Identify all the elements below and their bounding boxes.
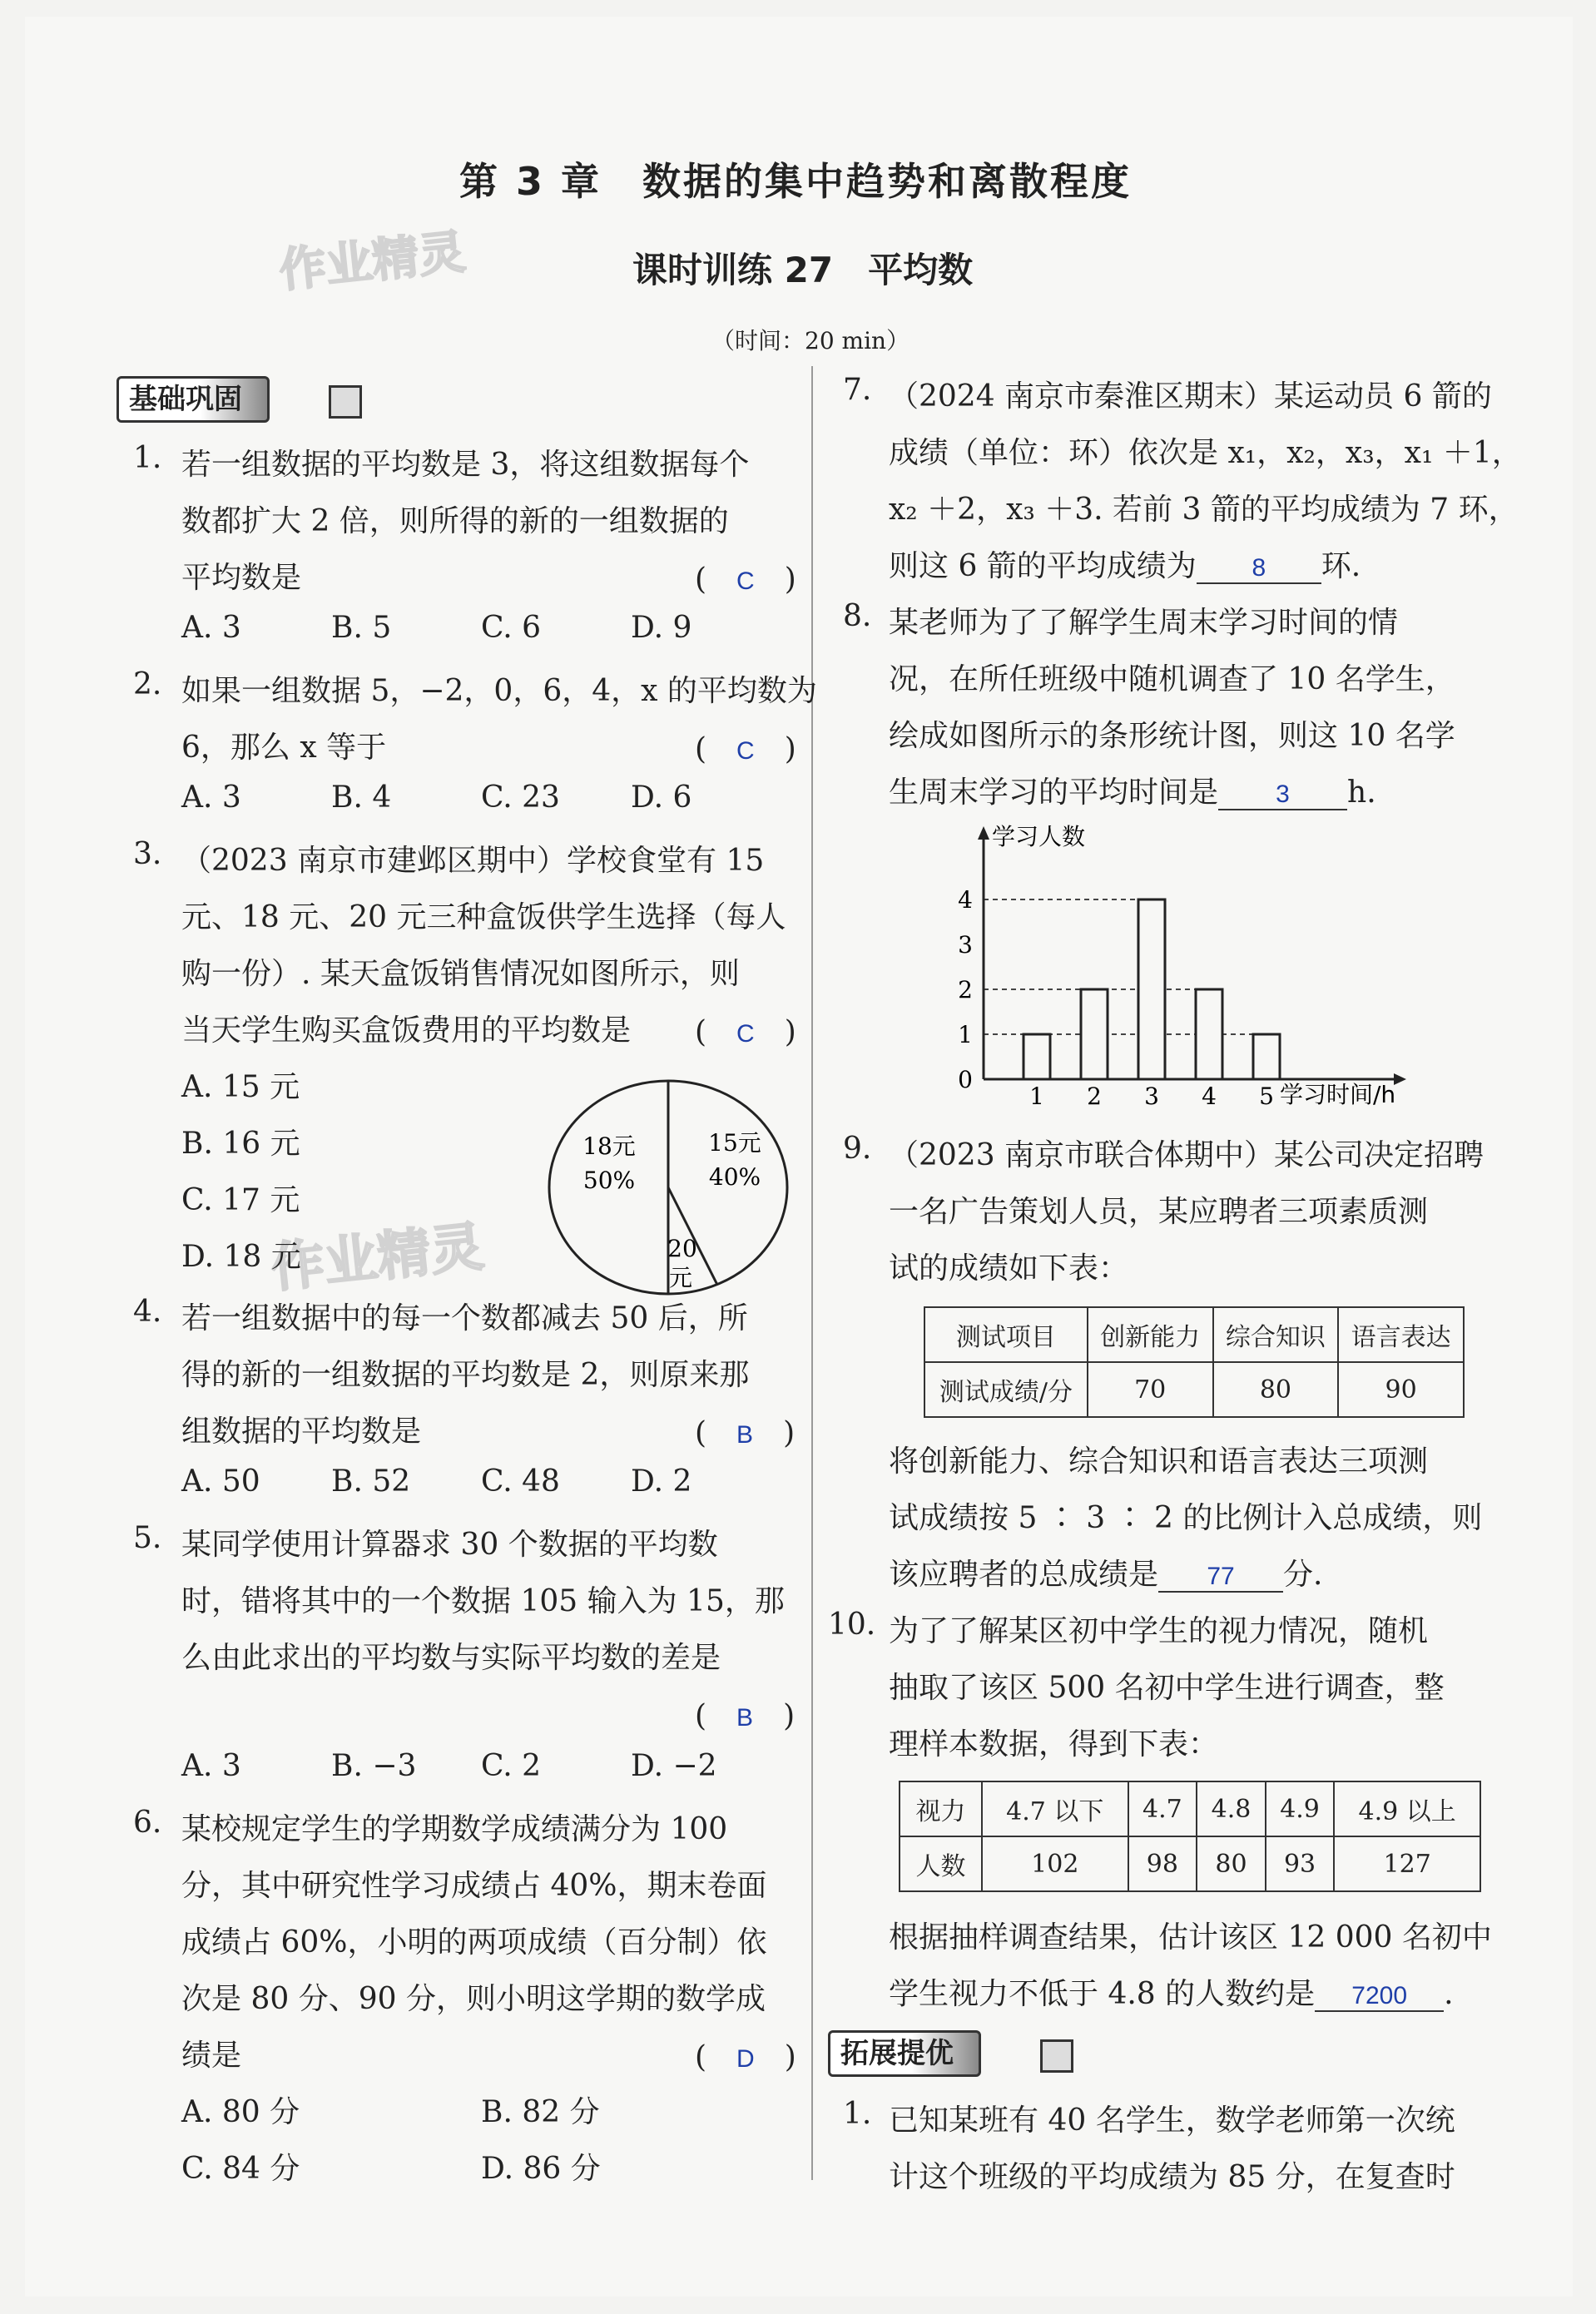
q2-option: C. 23 [481,780,560,815]
q4-option: B. 52 [331,1464,411,1499]
pie-pct-15: 40% [708,1163,761,1191]
q7-last-line [889,543,1361,585]
q8-blank: 3 [1218,780,1347,810]
pie-chart [545,1078,795,1302]
table-row [924,1307,1464,1362]
pie-pct-18: 50% [582,1167,636,1194]
q1-line: 数都扩大 2 倍，则所得的新的一组数据的 [181,504,729,538]
q6-option: A. 80 分 [181,2095,300,2129]
q8-line: 某老师为了了解学生周末学习时间的情 [889,606,1399,640]
q9-table [924,1306,1465,1418]
q6-line: 次是 80 分、90 分，则小明这学期的数学成 [181,1982,766,2016]
column-divider [811,366,813,2180]
table-cell: 93 [1266,1836,1335,1891]
q7-last-pre: 则这 6 箭的平均成绩为 [889,549,1197,583]
table-cell: 80 [1213,1362,1339,1417]
table-row [900,1836,1480,1891]
q5-number: 5. [133,1521,162,1555]
table-header: 4.7 [1128,1781,1197,1836]
q1-line: 若一组数据的平均数是 3，将这组数据每个 [181,448,750,482]
pie-label-20: 20 [667,1235,697,1262]
bar-chart [940,820,1440,1119]
table-cell: 70 [1088,1362,1213,1417]
q10-after-line: 根据抽样调查结果，估计该区 12 000 名初中 [889,1920,1492,1955]
watermark: 作业精灵 [268,1216,487,1301]
q10-line: 理样本数据，得到下表： [889,1727,1219,1762]
q8-last-pre: 生周末学习的平均时间是 [889,775,1219,810]
q6-line: 成绩占 60%，小明的两项成绩（百分制）依 [181,1925,767,1960]
q3-line: 当天学生购买盒饭费用的平均数是 [181,1013,632,1048]
y-tick-label: 1 [958,1021,973,1048]
q6-option: C. 84 分 [181,2152,300,2186]
q9-line: 试的成绩如下表： [889,1251,1129,1286]
x-axis-arrow-icon [1394,1073,1406,1085]
arrow-icon [329,385,362,419]
q9-after-line: 试成绩按 5 ∶ 3 ∶ 2 的比例计入总成绩，则 [889,1501,1483,1535]
pie-label-15: 15元 [708,1129,761,1157]
q6-answer: ( D ) [695,2040,796,2074]
q6-option: D. 86 分 [481,2152,601,2186]
y-tick-label: 0 [958,1066,973,1093]
q10-last-pre: 学生视力不低于 4.8 的人数约是 [889,1977,1316,2011]
q2-option: A. 3 [181,780,241,815]
q2-answer: ( C ) [695,732,796,766]
q7-line: 成绩（单位：环）依次是 x₁，x₂，x₃，x₁ ＋1， [889,436,1522,470]
q2-line: 6，那么 x 等于 [181,731,387,765]
q6-number: 6. [133,1806,162,1840]
q5-option: A. 3 [181,1749,241,1783]
q7-line: x₂ ＋2，x₃ ＋3. 若前 3 箭的平均成绩为 7 环， [889,493,1519,527]
q1-option: B. 5 [331,611,392,645]
q4-line: 若一组数据中的每一个数都减去 50 后，所 [181,1301,748,1335]
q5-answer: ( B ) [695,1699,796,1733]
q9-last-pre: 该应聘者的总成绩是 [889,1558,1159,1592]
q4-answer-value: B [736,1421,754,1449]
table-header: 4.9 [1266,1781,1335,1836]
y-tick-label: 2 [958,976,973,1003]
x-tick-label: 4 [1202,1083,1217,1110]
q3-option: C. 17 元 [181,1183,300,1217]
q9-last-post: 分. [1283,1558,1323,1592]
bar [1081,989,1108,1079]
table-cell: 98 [1128,1836,1197,1891]
q5-option: D. −2 [631,1749,717,1783]
q4-answer: ( B ) [695,1416,796,1450]
q10-line: 抽取了该区 500 名初中学生进行调查，整 [889,1671,1445,1705]
arrow-icon [1040,2039,1073,2073]
x-tick-label: 1 [1029,1083,1044,1110]
bar [1138,899,1165,1079]
q5-line: 时，错将其中的一个数据 105 输入为 15，那 [181,1584,785,1618]
q4-number: 4. [133,1295,162,1329]
q2-number: 2. [133,667,162,701]
lesson-title: 课时训练 27 平均数 [632,250,974,290]
x-axis-label: 学习时间/h [1280,1081,1396,1108]
q1-answer-value: C [736,567,755,595]
q7-last-post: 环. [1321,549,1361,583]
q1-option: D. 9 [631,611,692,645]
q5-line: 某同学使用计算器求 30 个数据的平均数 [181,1528,718,1562]
q4-option: A. 50 [181,1464,260,1499]
q3-option: A. 15 元 [181,1070,300,1104]
bar [1024,1034,1050,1079]
q9-last-line [889,1551,1322,1593]
q1-option: C. 6 [481,611,542,645]
q2-line: 如果一组数据 5，−2，0，6，4，x 的平均数为 [181,674,817,708]
table-row [900,1781,1480,1836]
table-header: 4.8 [1197,1781,1266,1836]
y-tick-label: 4 [958,886,973,914]
q3-option: B. 16 元 [181,1127,300,1161]
q10-last-line [889,1970,1454,2013]
q7-blank: 8 [1197,554,1321,584]
q10-line: 为了了解某区初中学生的视力情况，随机 [889,1614,1429,1648]
q4-option: D. 2 [631,1464,692,1499]
q8-number: 8. [843,599,872,633]
q6-line: 某校规定学生的学期数学成绩满分为 100 [181,1812,728,1846]
q6-line: 绩是 [181,2039,242,2073]
q3-line: 元、18 元、20 元三种盒饭供学生选择（每人 [181,900,786,934]
table-row [924,1362,1464,1417]
table-header: 测试项目 [924,1307,1088,1362]
q1-number: 1. [133,441,162,475]
q9-number: 9. [843,1132,872,1166]
time-note: （时间：20 min） [711,327,910,354]
q6-option: B. 82 分 [481,2095,600,2129]
table-header: 4.7 以下 [982,1781,1128,1836]
q4-line: 得的新的一组数据的平均数是 2，则原来那 [181,1358,750,1392]
table-header: 视力 [900,1781,982,1836]
e1-line: 计这个班级的平均成绩为 85 分，在复查时 [889,2160,1455,2194]
q10-table [899,1781,1481,1892]
x-tick-label: 3 [1144,1083,1159,1110]
q3-option: D. 18 元 [181,1240,301,1274]
q9-after-line: 将创新能力、综合知识和语言表达三项测 [889,1444,1429,1479]
q2-option: D. 6 [631,780,692,815]
table-cell: 测试成绩/分 [924,1362,1088,1417]
q8-line: 绘成如图所示的条形统计图，则这 10 名学 [889,719,1455,753]
table-cell: 102 [982,1836,1128,1891]
q10-last-post: . [1444,1977,1454,2011]
table-header: 语言表达 [1338,1307,1464,1362]
table-cell: 127 [1334,1836,1480,1891]
bar [1253,1034,1280,1079]
q9-line: （2023 南京市联合体期中）某公司决定招聘 [889,1138,1484,1172]
q3-answer-value: C [736,1020,755,1048]
q3-number: 3. [133,837,162,871]
x-tick-label: 5 [1259,1083,1274,1110]
q9-line: 一名广告策划人员，某应聘者三项素质测 [889,1195,1429,1229]
e1-line: 已知某班有 40 名学生，数学老师第一次统 [889,2103,1455,2138]
q8-last-line [889,769,1376,811]
section-extend: 拓展提优 [828,2030,981,2077]
q7-line: （2024 南京市秦淮区期末）某运动员 6 箭的 [889,379,1492,414]
table-header: 综合知识 [1213,1307,1339,1362]
q5-answer-value: B [736,1704,754,1732]
chapter-title: 第 3 章 数据的集中趋势和离散程度 [459,159,1133,204]
q7-number: 7. [843,373,872,407]
q8-line: 况，在所任班级中随机调查了 10 名学生， [889,662,1455,696]
q5-line: 么由此求出的平均数与实际平均数的差是 [181,1641,721,1675]
q5-option: B. −3 [331,1749,417,1783]
q9-blank: 77 [1158,1563,1283,1593]
q10-blank: 7200 [1315,1982,1444,2012]
q4-line: 组数据的平均数是 [181,1415,422,1449]
q3-line: 购一份）. 某天盒饭销售情况如图所示，则 [181,957,740,991]
q1-answer: ( C ) [695,562,796,597]
q3-line: （2023 南京市建邺区期中）学校食堂有 15 [181,844,765,878]
q10-number: 10. [828,1608,876,1642]
y-axis-label: 学习人数 [992,823,1086,850]
section-basic: 基础巩固 [116,376,270,423]
q6-line: 分，其中研究性学习成绩占 40%，期末卷面 [181,1869,767,1903]
table-header: 创新能力 [1088,1307,1213,1362]
q5-option: C. 2 [481,1749,542,1783]
e1-number: 1. [843,2097,872,2131]
q4-option: C. 48 [481,1464,560,1499]
q3-answer: ( C ) [695,1015,796,1049]
watermark: 作业精灵 [276,225,468,299]
q6-answer-value: D [736,2045,755,2073]
table-cell: 人数 [900,1836,982,1891]
table-header: 4.9 以上 [1334,1781,1480,1836]
q2-answer-value: C [736,737,755,765]
q8-last-post: h. [1347,775,1376,810]
x-tick-label: 2 [1087,1083,1102,1110]
table-cell: 80 [1197,1836,1266,1891]
bar [1196,989,1222,1079]
y-tick-label: 3 [958,931,973,959]
q1-line: 平均数是 [181,561,302,595]
pie-label-18: 18元 [582,1132,636,1160]
pie-label-20-unit: 元 [668,1264,693,1291]
q1-option: A. 3 [181,611,241,645]
q2-option: B. 4 [331,780,392,815]
table-cell: 90 [1338,1362,1464,1417]
y-axis-arrow-icon [978,826,989,840]
